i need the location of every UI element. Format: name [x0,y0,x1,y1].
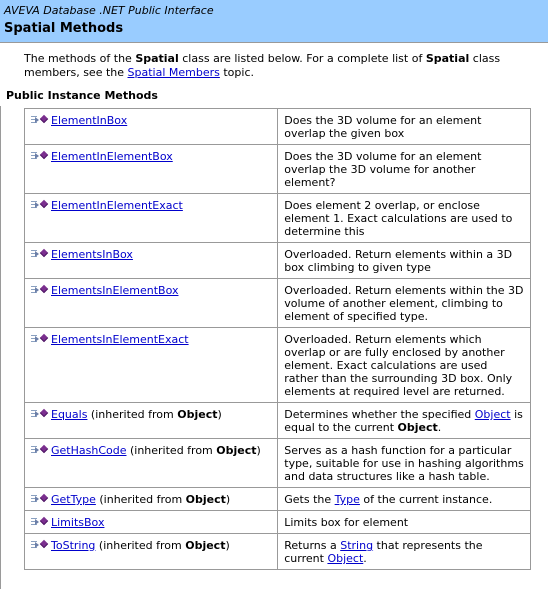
public-method-icon [31,150,50,161]
description-text: Does the 3D volume for an element overlap the given box [284,114,482,140]
description-text: Limits box for element [284,516,409,529]
intro-text-1: The methods of the [24,52,136,65]
description-text-2: is equal to the current [284,408,523,434]
inherited-suffix: ) [225,539,230,552]
method-link[interactable]: ElementsInElementBox [51,284,179,297]
inherited-suffix: ) [217,408,222,421]
method-description-cell [278,439,531,488]
method-name-cell [25,403,278,439]
method-link[interactable]: Equals [51,408,88,421]
description-text: Overloaded. Return elements within the 3D volume of another element, climbing to element of specified type. [284,284,524,323]
description-link[interactable]: Type [334,493,360,506]
method-description-cell [278,243,531,279]
inherited-class: Object [185,539,226,552]
method-name-cell [25,279,278,328]
table-row [25,279,531,328]
method-description-cell [278,403,531,439]
method-link[interactable]: ElementInElementExact [51,199,183,212]
inherited-class: Object [216,444,257,457]
table-row [25,145,531,194]
methods-table [24,108,531,570]
method-description-cell [278,488,531,511]
table-row [25,194,531,243]
intro-text-3: class members, see the [24,52,501,79]
public-method-icon [31,248,50,259]
section-heading: Public Instance Methods [6,89,158,102]
table-row [25,511,531,534]
description-text: Returns a [284,539,341,552]
inherited-class: Object [185,493,226,506]
method-link[interactable]: ElementInElementBox [51,150,173,163]
intro-text-2: class are listed below. For a complete list of [178,52,426,65]
inherited-class: Object [177,408,218,421]
intro-paragraph [24,52,529,80]
method-description-cell [278,328,531,403]
public-method-icon [31,444,50,455]
description-text-2: of the current instance. [359,493,493,506]
public-method-icon [31,199,50,210]
method-name-cell [25,145,278,194]
public-method-icon [31,493,50,504]
inherited-prefix: (inherited from [95,493,186,506]
description-text: Serves as a hash function for a particular type, suitable for use in hashing algorithms and data structures like a hash table. [284,444,524,483]
description-text: Determines whether the specified [284,408,475,421]
table-row [25,403,531,439]
public-method-icon [31,539,50,550]
description-link-2[interactable]: Object [327,552,364,565]
method-name-cell [25,328,278,403]
method-name-cell [25,243,278,279]
method-link[interactable]: ElementsInBox [51,248,133,261]
table-row [25,488,531,511]
method-description-cell [278,145,531,194]
description-link[interactable]: Object [474,408,511,421]
table-row [25,534,531,570]
method-link[interactable]: ElementsInElementExact [51,333,189,346]
intro-class-name: Spatial [135,52,179,65]
description-text-2: that represents the current [284,539,483,565]
method-name-cell [25,534,278,570]
inherited-prefix: (inherited from [95,539,186,552]
header-banner [0,0,548,43]
intro-class-name-2: Spatial [425,52,470,65]
method-description-cell [278,194,531,243]
public-method-icon [31,333,50,344]
description-bold: Object [397,421,438,434]
method-link[interactable]: ElementInBox [51,114,128,127]
public-method-icon [31,516,50,527]
method-name-cell [25,194,278,243]
left-border [0,106,1,589]
method-description-cell [278,511,531,534]
description-text: Gets the [284,493,335,506]
method-link[interactable]: GetHashCode [51,444,127,457]
method-name-cell [25,109,278,145]
table-row [25,109,531,145]
method-name-cell [25,488,278,511]
method-name-cell [25,511,278,534]
method-name-cell [25,439,278,488]
method-link[interactable]: ToString [51,539,96,552]
method-link[interactable]: LimitsBox [51,516,105,529]
table-row [25,243,531,279]
inherited-prefix: (inherited from [126,444,217,457]
inherited-suffix: ) [256,444,261,457]
spatial-members-link[interactable]: Spatial Members [127,66,220,79]
intro-text-4: topic. [219,66,254,79]
method-link[interactable]: GetType [51,493,96,506]
method-description-cell [278,534,531,570]
table-row [25,328,531,403]
description-end: . [363,552,367,565]
library-subtitle: AVEVA Database .NET Public Interface [4,4,214,17]
description-text: Overloaded. Return elements which overlap or are fully enclosed by another element. Exact calculations are used rather than the surrounding 3D box. Only elements at required level are returned. [284,333,513,398]
inherited-prefix: (inherited from [87,408,178,421]
description-text: Overloaded. Return elements within a 3D box climbing to given type [284,248,513,274]
description-link[interactable]: String [340,539,374,552]
method-description-cell [278,279,531,328]
description-text: Does element 2 overlap, or enclose element 1. Exact calculations are used to determine this [284,199,513,238]
public-method-icon [31,408,50,419]
method-description-cell [278,109,531,145]
description-text: Does the 3D volume for an element overlap the 3D volume for another element? [284,150,482,189]
public-method-icon [31,284,50,295]
table-row [25,439,531,488]
description-end: . [437,421,442,434]
public-method-icon [31,114,50,125]
page-title: Spatial Methods [4,21,124,36]
inherited-suffix: ) [225,493,231,506]
